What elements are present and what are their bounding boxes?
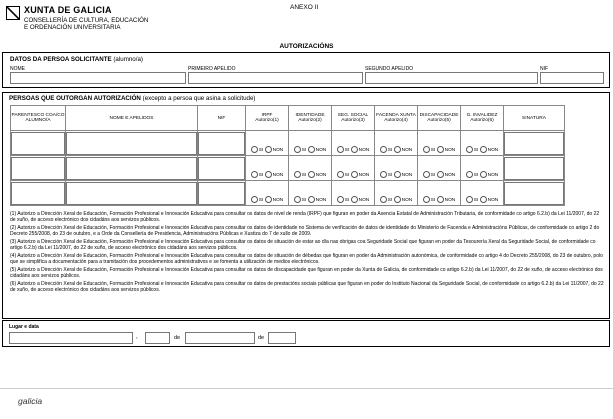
authorization-cell <box>418 181 461 206</box>
yes-no-options <box>466 148 499 153</box>
no-radio[interactable] <box>480 146 487 153</box>
yes-label: SI <box>387 197 393 203</box>
yes-no-options <box>423 148 456 153</box>
student-section <box>2 52 610 88</box>
yes-no-options <box>466 173 499 178</box>
nif-cell[interactable] <box>198 156 246 181</box>
col-invalidity: G. INVALIDEZ Autorizo(6) <box>461 106 504 131</box>
yes-label: SI <box>301 172 307 178</box>
no-radio[interactable] <box>394 171 401 178</box>
yes-radio[interactable] <box>251 171 258 178</box>
no-radio[interactable] <box>394 196 401 203</box>
relation-cell[interactable] <box>11 131 66 156</box>
dept-line-2: E ORDENACIÓN UNIVERSITARIA <box>24 24 121 31</box>
col-nif: NIF <box>198 106 246 131</box>
yes-radio[interactable] <box>337 171 344 178</box>
no-label: NON <box>401 172 413 178</box>
col-name: NOME E APELIDOS <box>66 106 198 131</box>
yes-no-options <box>380 148 413 153</box>
signature-cell[interactable] <box>504 181 565 206</box>
yes-radio[interactable] <box>337 196 344 203</box>
no-label: NON <box>444 172 456 178</box>
yes-label: SI <box>258 197 264 203</box>
first-surname-input[interactable] <box>188 72 363 84</box>
yes-label: SI <box>301 147 307 153</box>
authorization-cell <box>375 156 418 181</box>
no-radio[interactable] <box>308 196 315 203</box>
no-label: NON <box>272 172 284 178</box>
no-radio[interactable] <box>308 171 315 178</box>
comma-separator: , <box>136 334 138 340</box>
yes-radio[interactable] <box>294 146 301 153</box>
yes-radio[interactable] <box>380 146 387 153</box>
yes-no-options <box>466 198 499 203</box>
yes-label: SI <box>473 147 479 153</box>
no-label: NON <box>401 197 413 203</box>
name-cell-input[interactable] <box>66 182 197 205</box>
name-cell[interactable] <box>66 131 198 156</box>
authorization-cell <box>418 156 461 181</box>
footer-divider <box>0 388 613 389</box>
yes-no-options <box>294 173 327 178</box>
no-label: NON <box>315 147 327 153</box>
no-label: NON <box>358 172 370 178</box>
authorization-cell <box>332 131 375 156</box>
authorization-cell <box>461 131 504 156</box>
yes-label: SI <box>344 147 350 153</box>
no-label: NON <box>487 172 499 178</box>
year-input[interactable] <box>268 332 296 344</box>
no-label: NON <box>444 147 456 153</box>
date-of-1: de <box>174 335 181 341</box>
col-treasury: FACENDA XUNTA Autorizo(4) <box>375 106 418 131</box>
date-of-2: de <box>258 335 265 341</box>
no-radio[interactable] <box>437 196 444 203</box>
nif-cell[interactable] <box>198 131 246 156</box>
no-radio[interactable] <box>265 146 272 153</box>
authorization-cell <box>289 181 332 206</box>
no-label: NON <box>315 172 327 178</box>
yes-radio[interactable] <box>251 146 258 153</box>
name-cell[interactable] <box>66 181 198 206</box>
first-name-label: NOME <box>10 66 25 72</box>
note-6: (6) Autorizo a Dirección Xeral de Educación, Formación Profesional e Innovación Educativa para consultar os datos de prestacións sociais públicas que figuran en poder do Instituto Nacional da Seguridade Social, de conformidade co artigo 6.2.b) da Lei 11/2007, do 22 de xuño, de acceso electrónico dos cidadáns aos servizos públicos. <box>10 280 604 293</box>
no-radio[interactable] <box>437 171 444 178</box>
yes-label: SI <box>344 172 350 178</box>
xunta-logo-icon <box>6 6 20 20</box>
relation-cell[interactable] <box>11 181 66 206</box>
no-label: NON <box>444 197 456 203</box>
authorization-cell <box>246 156 289 181</box>
table-row <box>11 131 565 156</box>
yes-radio[interactable] <box>423 146 430 153</box>
yes-no-options <box>337 198 370 203</box>
yes-radio[interactable] <box>423 171 430 178</box>
note-5: (5) Autorizo a Dirección Xeral de Educación, Formación Profesional e Innovación Educativa para consultar os datos de discapacidade que figuran en poder da Xunta de Galicia, de conformidade co artigo 6.2.b) da Lei 11/2007, do 22 de xuño, de acceso electrónico dos cidadáns aos servizos públicos. <box>10 266 603 279</box>
authorization-cell <box>375 131 418 156</box>
authorization-cell <box>418 131 461 156</box>
nif-label: NIF <box>540 66 549 72</box>
page-title: AUTORIZACIÓNS <box>279 43 334 50</box>
col-identity: IDENTIDADE Autorizo(2) <box>289 106 332 131</box>
no-label: NON <box>358 147 370 153</box>
nif-cell-input[interactable] <box>198 157 245 180</box>
notes-block <box>10 211 604 294</box>
yes-no-options <box>294 148 327 153</box>
nif-cell-input[interactable] <box>198 132 245 155</box>
yes-radio[interactable] <box>294 196 301 203</box>
no-radio[interactable] <box>265 196 272 203</box>
authorization-cell <box>461 181 504 206</box>
yes-label: SI <box>387 147 393 153</box>
second-surname-input[interactable] <box>365 72 538 84</box>
yes-radio[interactable] <box>251 196 258 203</box>
yes-no-options <box>251 173 284 178</box>
no-radio[interactable] <box>480 196 487 203</box>
authorization-cell <box>332 156 375 181</box>
yes-no-options <box>423 173 456 178</box>
authorization-cell <box>246 181 289 206</box>
no-label: NON <box>401 147 413 153</box>
authorization-cell <box>289 131 332 156</box>
yes-label: SI <box>430 147 436 153</box>
yes-label: SI <box>387 172 393 178</box>
no-radio[interactable] <box>480 171 487 178</box>
authorization-cell <box>246 131 289 156</box>
yes-radio[interactable] <box>337 146 344 153</box>
col-signature: SINATURA <box>504 106 565 131</box>
annex-label: ANEXO II <box>290 4 319 11</box>
authorization-cell <box>289 156 332 181</box>
first-name-input[interactable] <box>10 72 186 84</box>
no-label: NON <box>272 147 284 153</box>
yes-label: SI <box>430 172 436 178</box>
nif-input[interactable] <box>540 72 604 84</box>
no-label: NON <box>315 197 327 203</box>
no-radio[interactable] <box>351 196 358 203</box>
note-3: (3) Autorizo a Dirección Xeral de Educación, Formación Profesional e Innovación Educativa para consultar os datos de situación de estar ao día nas obrigas coa Seguridade Social que figuran en poder da Tesourería Xeral da Seguridade Social, de conformidade co artigo 6.2.b) da Lei 11/2007, do 22 de xuño, de acceso electrónico dos cidadáns aos servizos públicos. <box>10 238 596 252</box>
signature-cell[interactable] <box>504 131 565 156</box>
yes-no-options <box>251 148 284 153</box>
yes-label: SI <box>430 197 436 203</box>
col-irpf: IRPF Autorizo(1) <box>246 106 289 131</box>
signature-cell-input[interactable] <box>504 182 564 205</box>
no-radio[interactable] <box>351 146 358 153</box>
day-input[interactable] <box>145 332 170 344</box>
yes-no-options <box>380 173 413 178</box>
yes-label: SI <box>301 197 307 203</box>
yes-no-options <box>380 198 413 203</box>
name-cell[interactable] <box>66 156 198 181</box>
name-cell-input[interactable] <box>66 132 197 155</box>
yes-label: SI <box>258 172 264 178</box>
yes-no-options <box>337 173 370 178</box>
nif-cell[interactable] <box>198 181 246 206</box>
no-radio[interactable] <box>265 171 272 178</box>
no-label: NON <box>272 197 284 203</box>
signature-cell-input[interactable] <box>504 157 564 180</box>
place-input[interactable] <box>9 332 133 344</box>
second-surname-label: SEGUNDO APELIDO <box>365 66 414 72</box>
no-radio[interactable] <box>308 146 315 153</box>
galicia-brand-logo: galicia <box>18 396 43 406</box>
authorizers-section-title: PERSOAS QUE OUTORGAN AUTORIZACIÓN (excepto a persoa que asina a solicitude) <box>9 95 256 102</box>
relation-cell-input[interactable] <box>11 182 65 205</box>
first-surname-label: PRIMEIRO APELIDO <box>188 66 236 72</box>
nif-cell-input[interactable] <box>198 182 245 205</box>
yes-no-options <box>294 198 327 203</box>
yes-radio[interactable] <box>380 196 387 203</box>
col-relation: PARENTESCO COA/CO ALUMNO/A <box>11 106 66 131</box>
month-input[interactable] <box>185 332 255 344</box>
table-row <box>11 156 565 181</box>
note-4: (4) Autorizo a Dirección Xeral de Educación, Formación Profesional e Innovación Educativa para consultar os datos de situación de débedas que figuran en poder da Administración autonómica, de conformidade co artigo 4 do Decreto 255/2008, do 23 de outubro, polo que se simplifica a documentación para a tramitación dos procedementos administrativos e se fomenta a utilización de medios electrónicos. <box>10 252 603 265</box>
relation-cell-input[interactable] <box>11 157 65 180</box>
authorizers-table <box>10 105 565 206</box>
authorization-cell <box>375 181 418 206</box>
yes-label: SI <box>258 147 264 153</box>
no-label: NON <box>487 197 499 203</box>
no-radio[interactable] <box>437 146 444 153</box>
signature-cell-input[interactable] <box>504 132 564 155</box>
name-cell-input[interactable] <box>66 157 197 180</box>
yes-no-options <box>423 198 456 203</box>
yes-radio[interactable] <box>466 146 473 153</box>
table-row <box>11 181 565 206</box>
note-2: (2) Autorizo a Dirección Xeral de Educación, Formación Profesional e Innovación Educativa para consultar os datos de identidade no Sistema de verificación de datos de identidade do Ministerio de Facenda e Administracións Públicas, de conformidade co artigo 2 do Decreto 255/2008, do 23 de outubro, e a Orde da Consellería de Presidencia, Administracións Públicas e Xustiza do 7 de xullo de 2009. <box>10 224 600 238</box>
no-radio[interactable] <box>351 171 358 178</box>
authorization-cell <box>461 156 504 181</box>
relation-cell[interactable] <box>11 156 66 181</box>
yes-no-options <box>337 148 370 153</box>
no-label: NON <box>358 197 370 203</box>
dept-line-1: CONSELLERÍA DE CULTURA, EDUCACIÓN <box>24 17 149 24</box>
yes-radio[interactable] <box>466 171 473 178</box>
yes-label: SI <box>473 197 479 203</box>
signature-cell[interactable] <box>504 156 565 181</box>
col-social: SEG. SOCIAL Autorizo(3) <box>332 106 375 131</box>
student-section-title: DATOS DA PERSOA SOLICITANTE (alumno/a) <box>10 56 143 63</box>
col-disability: DISCAPACIDADE Autorizo(5) <box>418 106 461 131</box>
yes-radio[interactable] <box>423 196 430 203</box>
yes-radio[interactable] <box>294 171 301 178</box>
org-name: XUNTA DE GALICIA <box>24 5 112 15</box>
yes-radio[interactable] <box>466 196 473 203</box>
no-label: NON <box>487 147 499 153</box>
yes-radio[interactable] <box>380 171 387 178</box>
yes-no-options <box>251 198 284 203</box>
note-1: (1) Autorizo a Dirección Xeral de Educación, Formación Profesional e Innovación Educativa para consultar os datos de nivel de renda (IRPF) que figuran en poder da Axencia Estatal de Administración Tributaria, de conformidade co artigo 6.2.b) da Lei 11/2007, do 22 de xuño, de acceso electrónico dos cidadáns aos servizos públicos. <box>10 211 600 224</box>
place-date-label: Lugar e data <box>9 324 39 330</box>
relation-cell-input[interactable] <box>11 132 65 155</box>
yes-label: SI <box>473 172 479 178</box>
place-date-section <box>2 320 610 347</box>
authorization-cell <box>332 181 375 206</box>
no-radio[interactable] <box>394 146 401 153</box>
yes-label: SI <box>344 197 350 203</box>
